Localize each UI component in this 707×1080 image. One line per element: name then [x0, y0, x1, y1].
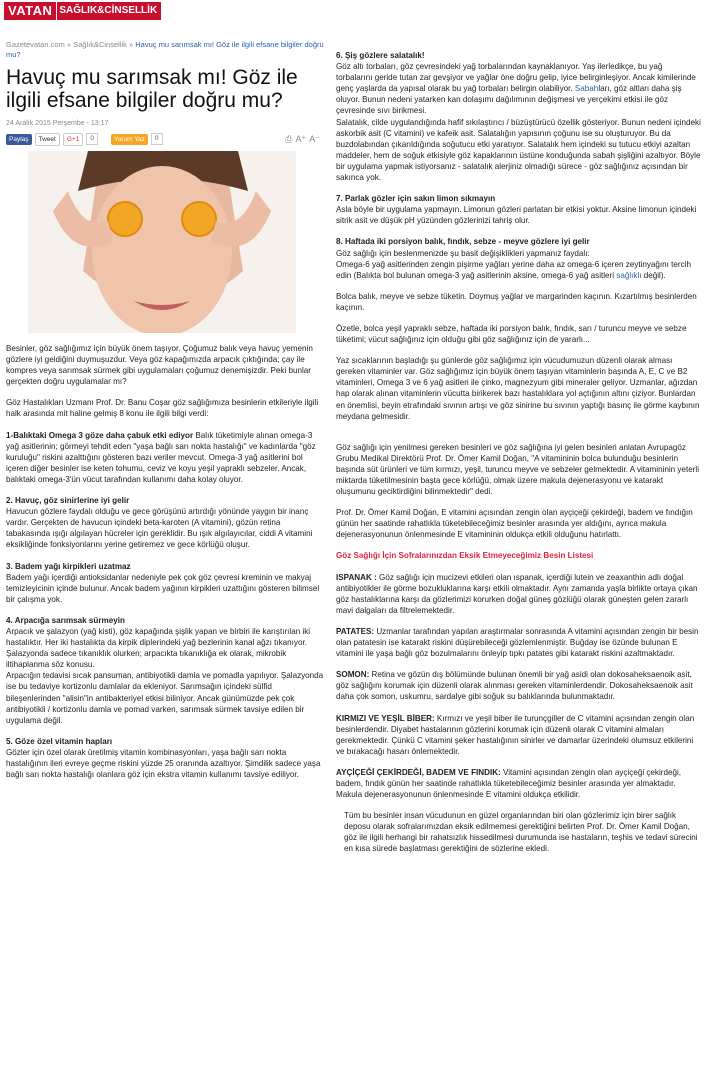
- section-1-title: 1-Balıktaki Omega 3 göze daha çabuk etki ediyor: [6, 430, 194, 440]
- section-8-title: 8. Haftada iki porsiyon balık, fındık, sebze - meyve gözlere iyi gelir: [336, 237, 590, 247]
- breadcrumb-category[interactable]: Sağlık&Cinsellik: [73, 40, 127, 49]
- food-list-title: Göz Sağlığı İçin Sofralarınızdan Eksik Etmeyeceğimiz Besin Listesi: [336, 551, 594, 561]
- article-right-column: [336, 50, 701, 855]
- section-3-title: 3. Badem yağı kirpikleri uzatmaz: [6, 561, 131, 571]
- comment-button[interactable]: Yorum Yaz: [111, 134, 148, 145]
- saglikli-link[interactable]: sağlıklı: [616, 270, 642, 280]
- section-8-text-2b: değil).: [641, 270, 666, 280]
- section-5-title: 5. Göze özel vitamin hapları: [6, 736, 113, 746]
- food-aycicek-title: AYÇİÇEĞİ ÇEKİRDEĞİ, BADEM VE FINDIK:: [336, 767, 501, 777]
- section-5-text: Gözler için özel olarak üretilmiş vitamin kombinasyonları, yaşa bağlı sarı nokta hastalığının ileri evreye geçme riskini yüzde 25 oranında azaltıyor. Şimdilik sadece yaşa bağlı sarı nokta hastalığı olanlara göz için ekstra vitamin kullanımı tavsiye ediliyor.: [6, 747, 321, 780]
- breadcrumb: [6, 40, 324, 60]
- dogan-paragraph-2: Prof. Dr. Ömer Kamil Doğan, E vitamini açısından zengin olan ayçiçeği çekirdeği, badem ve fındığın günün her saatinde rahatlıkla tüketebileceğimiz besinler arasında yer aldığını, ayrıca makula dejenerasyonunun önlenmesinde E vitamininin oldukça etkili olduğunu hatırlattı.: [336, 508, 693, 540]
- section-6-text-2: Salatalık, cilde uygulandığında hafif sıkılaştırıcı / büzüştürücü özellik gösteriyor. Bunun nedeni içindeki askorbik asit (C vitamini) ve kafeik asit. Salatalığın yapısının çoğunu ise su oluşturuyor. Bu da buzdolabından çıkarıldığında soğutucu etki yaratıyor. Salatalık hem içindeki su tutucu etkiyi azaltan maddeler, hem de soğuk etkisiyle göz kapaklarının üstüne konduğunda sabah şişliğini azaltıyor. Böyle bir uygulama yapmak istiyorsanız - salatalık alerjiniz olmadığı sürece - göz sağlığınız açısından bir sakınca yok.: [336, 117, 701, 183]
- section-4-text: Arpacık ve şalazyon (yağ kisti), göz kapağında şişlik yapan ve birbiri ile karıştırılan iki hastalıktır. Her iki hastalıkta da kirpik diplerindeki yağ bezlerinin kanal ağzı tıkanıyor.: [6, 626, 311, 648]
- breadcrumb-current[interactable]: Havuç mu sarımsak mı! Göz ile ilgili efsane bilgiler doğru mu?: [6, 40, 324, 59]
- font-decrease-icon[interactable]: A⁻: [309, 134, 320, 144]
- site-logo[interactable]: [4, 2, 161, 20]
- dogan-paragraph-1: Göz sağlığı için yenilmesi gereken besinleri ve göz sağlığına iyi gelen besinleri anlatan Avrupagöz Grubu Medikal Direktörü Prof. Dr. Ömer Kamil Doğan, "A vitamininin bolca bulunduğu besinlerin başında süt ürünleri ve tüm kırmızı, yeşil, turuncu meyve ve sebzeler gelmektedir. A vitamininin yeterli miktarda tüketilmesinin başta gece körlüğü, olmak üzere makula dejenerasyonu ve katarakt oluşumunu geciktirdiğini bilinmektedir" dedi.: [336, 442, 700, 497]
- article-left-column: [6, 40, 324, 780]
- gplus-button[interactable]: G+1: [63, 133, 83, 146]
- food-ispanak-text: Göz sağlığı için mucizevi etkileri olan ıspanak, içerdiği lutein ve zeaxanthin adlı doğal antibiyotikler ile görme bozukluklarına karşı etkili olmaktadır. Aynı zamanda yaşla birlikte ortaya çıkan göz hastalıklarına karşı da gözlerimizi korurken doğal güneş gözlüğü olarak güneşten gelen zararlı mavi dalgaları da filtrelemektedir.: [336, 572, 698, 615]
- section-6-text-b: ları, göz altları daha şiş oluyor. Bunun nedeni yatarken kan dolaşımı dağılımının değişmesi ve yerçekimi etkisi ile göz çevresinde sıvı birikmesi.: [336, 84, 682, 116]
- section-4-text-3: Arpacığın tedavisi sıcak pansuman, antibiyotikli damla ve pomadla yapılıyor. Şalazyonda ise bu tedaviye kortizonlu damlalar da ekleniyor. Sarımsağın içindeki sülfid bileşenlerinden "alisin"in antibakteriyel etkisi biliniyor. Ancak günümüzde pek çok antibiyotikli / kortizonlu damla ve pomad varken, sarımsak sürmek tavsiye edilen bir uygulama değil.: [6, 671, 324, 725]
- section-7-text: Asla böyle bir uygulama yapmayın. Limonun gözleri parlatan bir etkisi yoktur. Aksine limonun içindeki sitrik asit ve düşük pH yüzünden gözlerinizi tahriş olur.: [336, 205, 697, 226]
- food-aycicek-text: Vitamini açısından zengin olan ayçiçeği çekirdeği, badem, fındık günün her saatinde rahatlıkla tüketebileceğimiz besinler arasında yer almaktadır. Makula dejenerasyonunun önlenmesinde E vitamini oldukça etkilidir.: [336, 767, 682, 800]
- section-6-title: 6. Şiş gözlere salatalık!: [336, 51, 425, 60]
- food-biber-title: KIRMIZI VE YEŞİL BİBER:: [336, 713, 435, 723]
- food-ispanak-title: ISPANAK :: [336, 572, 377, 582]
- intro-paragraph: Besinler, göz sağlığımız için büyük önem taşıyor. Çoğumuz balık veya havuç yemenin gözlere iyi geldiğini duymuşuzdur. Veya göz kapağımızda arpacık çıktığında; çay ile kompres veya sarımsak sürmek gibi uygulamaları çoğumuz denemişizdir. Peki bunlar gerçekten doğru uygulamalar mı?: [6, 344, 313, 387]
- section-2-title: 2. Havuç, göz sinirlerine iyi gelir: [6, 496, 130, 506]
- gplus-count: 0: [86, 133, 98, 145]
- food-patates-title: PATATES:: [336, 626, 375, 636]
- food-somon: [336, 669, 701, 702]
- food-patates-text: Uzmanlar tarafından yapılan araştırmalar sonrasında A vitamini açısından zengin bir besin olan patatesin ise katarakt riskini düşürebileceği gözlemlenmiştir. Buğday ise özünde bulunan E vitamini ile yaşa bağlı göz bozulmalarını önleyip tıpkı patates gibi katarakt riskini azaltmaktadır.: [336, 626, 699, 659]
- facebook-share-button[interactable]: Paylaş: [6, 134, 32, 145]
- section-1-text: Balık tüketimiyle alınan omega-3 yağ asitlerinin; görmeyi tehdit eden "yaşa bağlı sarı nokta hastalığı" ve kadınlarda "göz kuruluğu" riskini azalttığını gösteren bazı veriler mevcut. Omega-3 yağ asitlerini bol içeren diğer besinler ise keten tohumu, ceviz ve koyu yeşil yapraklı sebzeler. Ancak, balıktaki omega-3'ün vücut tarafından kullanımı daha kolay oluyor.: [6, 430, 316, 484]
- breadcrumb-site[interactable]: Gazetevatan.com: [6, 40, 65, 49]
- tweet-button[interactable]: Tweet: [35, 133, 60, 146]
- sabah-link[interactable]: Sabah: [574, 84, 599, 94]
- section-2-text: Havucun gözlere faydalı olduğu ve gece görüşünü artırdığı yönünde yaygın bir inanç vardır. Gerçekten de havucun içindeki beta-karoten (A vitamini), gözün retina tabakasında ışığı algılayan hücreler için gereklidir. Bu ışık algılayıcılar, ciddi A vitamini eksikliğinde fonksiyonlarını yerine getiremez ve gece körlüğü oluşur.: [6, 507, 313, 550]
- section-4-title: 4. Arpacığa sarımsak sürmeyin: [6, 615, 125, 625]
- site-header: [0, 0, 707, 22]
- food-patates: [336, 626, 701, 659]
- section-8-text-3: Bolca balık, meyve ve sebze tüketin. Doymuş yağlar ve margarinden kaçının. Kızartılmış besinlerden kaçının.: [336, 291, 697, 312]
- food-biber: [336, 713, 701, 757]
- section-8-text-2a: Omega-6 yağ asitlerinden zengin pişirme yağları yerine daha az omega-6 içeren zeytinyağını tercih edin (Balıkta bol bulunan omega-3 yağ asitlerinin aksine, omega-6 yağ asitleri: [336, 259, 691, 280]
- breadcrumb-sep: »: [126, 40, 136, 49]
- food-biber-text: Kırmızı ve yeşil biber ile turunçgiller de C vitamini açısından zengin olan besinlerdendir. Diyabet hastalarının gözlerini korumak için düzenli olarak C vitamini almaları gerekmektedir. Çünkü C vitamini şeker hastalığının sinirler ve damarlar üzerindeki olumsuz etkilerini ve bırakacağı hasarı önlemektedir.: [336, 713, 695, 756]
- summer-paragraph: Yaz sıcaklarının başladığı şu günlerde göz sağlığımız için vücudumuzun düzenli olarak alması gereken vitaminler var. Göz sağlığımız için büyük önem taşıyan vitaminlerin başında A, E, C ve B2 vitaminleri, Omega 3 ve 6 yağ asitleri ile çinko, magnezyum gibi mineraler geliyor. Uzmanlar, ağızdan hap olarak alınan vitaminlerin vücutta birikerek bazı hastalıklara yol açtığının altını çiziyor. Bunlardan en önemlisi, beyin etrafındaki sıvının artışı ve göz sinirine bu sıvının yaptığı basınç ile görme kaybının meydana gelmesidir.: [336, 356, 700, 421]
- section-name: SAĞLIK&CİNSELLİK: [56, 2, 161, 20]
- food-ispanak: [336, 572, 701, 616]
- section-8-text-2: [336, 259, 701, 281]
- brand-name: VATAN: [4, 2, 56, 20]
- final-paragraph: Tüm bu besinler insan vücudunun en güzel organlarından biri olan gözlerimiz için birer sağlık deposu olarak sofralarımızdan eksik edilmemesi gerektiğini belirten Prof. Dr. Ömer Kamil Doğan, göz ile ilgili herhangi bir rahatsızlık hissedilmesi durumunda ise hastaların, teşhis ve tedavi sürecini en kısa sürede başlatması gerektiğini de sözlerine ekledi.: [344, 811, 698, 854]
- section-8-text: Göz sağlığı için beslenmenizde şu basit değişiklikleri yapmanız faydalı:: [336, 248, 590, 258]
- section-3-text: Badem yağı içerdiği antioksidanlar nedeniyle pek çok göz çevresi kreminin ve makyaj temizleyicinin içinde bulunur. Ancak badem yağının kirpikleri uzattığını gösteren bilimsel bir çalışma yok.: [6, 572, 320, 604]
- food-somon-title: SOMON:: [336, 670, 370, 680]
- expert-intro: Göz Hastalıkları Uzmanı Prof. Dr. Banu Coşar göz sağlığımıza besinlerin etkileriyle ilgili halk arasında mit haline gelmiş 8 konu ile ilgili bilgi verdi:: [6, 398, 319, 419]
- article-photo: [28, 151, 296, 333]
- article-tools: [285, 134, 320, 145]
- woman-eyes-orange-image: [28, 151, 296, 333]
- page-title: Havuç mu sarımsak mı! Göz ile ilgili efsane bilgiler doğru mu?: [6, 66, 298, 112]
- print-icon[interactable]: ⎙: [285, 134, 293, 144]
- section-6-text-a: Göz altı torbaları, göz çevresindeki yağ torbalarından kaynaklanıyor. Yaş ilerledikçe, bu yağ torbalarını geride tutan zar gevşiyor ve yağlar öne doğru gelip, iyice belirginleşiyor. Ancak kimilerinde genç yaşlarda da yapısal olarak bu yağ torbaları belirgin olabiliyor.: [336, 62, 696, 94]
- publish-date: 24 Aralık 2015 Perşembe - 13:17: [6, 120, 109, 127]
- share-bar: [6, 133, 324, 145]
- section-1: [6, 430, 324, 485]
- section-4-text-2: Şalazyonda sadece tıkanıklık olurken; arpacıkta tıkanıklığa ek olarak, mikrobik iltihaplanma söz konusu.: [6, 649, 287, 670]
- font-increase-icon[interactable]: A⁺: [295, 134, 307, 144]
- comment-count: 0: [151, 133, 163, 145]
- section-8-text-4: Özetle, bolca yeşil yapraklı sebze, haftada iki porsiyon balık, fındık, sarı / turuncu meyve ve sebze tüketimi; vücut sağlığınız için olduğu gibi göz sağlığınız için de yararlı...: [336, 323, 687, 345]
- food-aycicek: [336, 767, 701, 800]
- section-7-title: 7. Parlak gözler için sakın limon sıkmayın: [336, 194, 496, 204]
- section-6-text: [336, 61, 701, 116]
- breadcrumb-sep: »: [64, 40, 74, 49]
- food-somon-text: Retina ve gözün dış bölümünde bulunan önemli bir yağ asidi olan dokosaheksaenoik asit, göz sağlığını korumak için düzenli olarak alınması gereken vitaminlerdendir. Dokosaheksaenoik asit daha çok somon, uskumru, sardalye gibi soğuk su balıklarında bulunmaktadır.: [336, 670, 693, 702]
